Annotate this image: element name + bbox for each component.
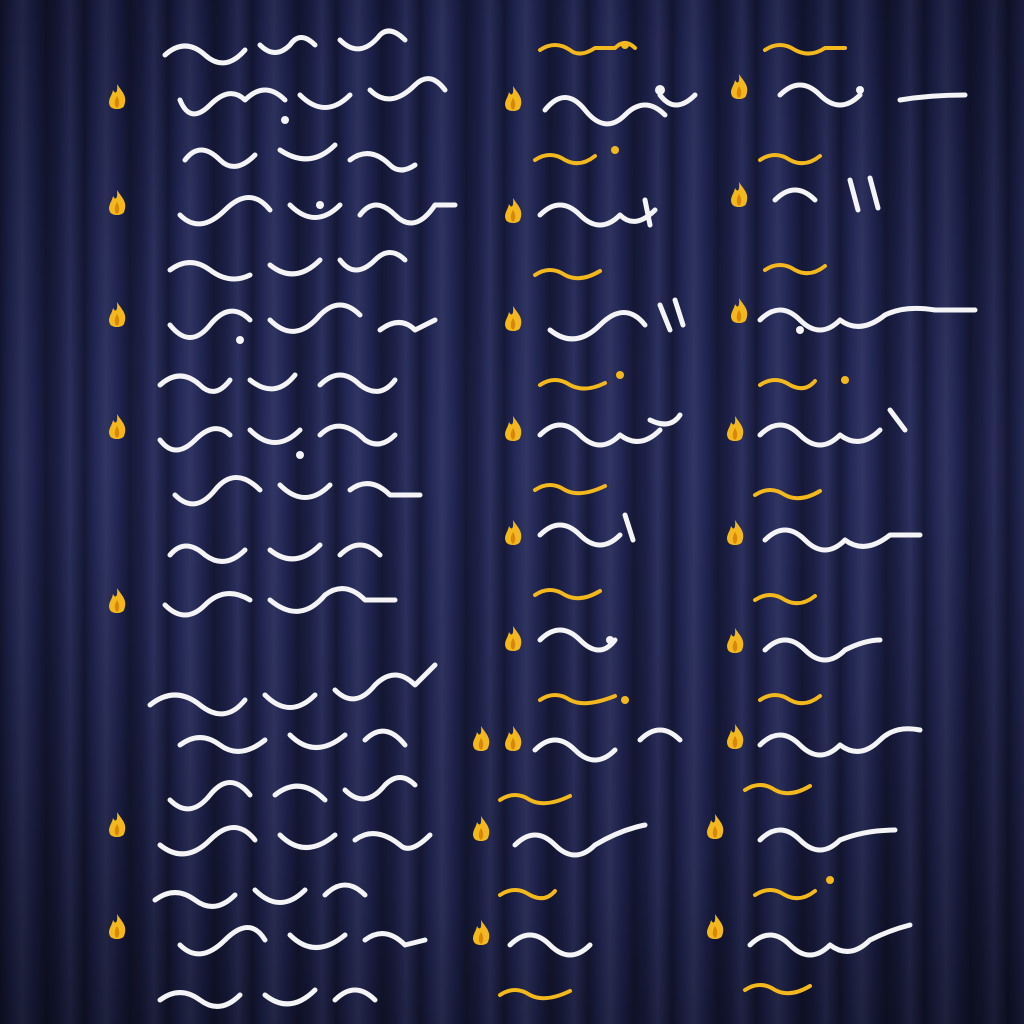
flame-icon: [722, 414, 748, 444]
diacritic-dots: [236, 41, 864, 884]
flame-icon: [500, 304, 526, 334]
flame-icon: [468, 814, 494, 844]
flame-icon: [500, 414, 526, 444]
flame-icon: [104, 412, 130, 442]
flame-icon: [500, 84, 526, 114]
flame-icon: [726, 180, 752, 210]
flame-icon: [104, 300, 130, 330]
flame-icon: [722, 518, 748, 548]
flame-icon: [726, 296, 752, 326]
flame-icon: [104, 912, 130, 942]
middle-column-script: [510, 95, 695, 955]
flame-icon: [702, 812, 728, 842]
flame-icon: [500, 196, 526, 226]
flame-icon: [702, 912, 728, 942]
flame-icon: [722, 722, 748, 752]
flame-icon: [468, 724, 494, 754]
flame-icon: [722, 626, 748, 656]
flame-icon: [500, 518, 526, 548]
flame-icon: [104, 586, 130, 616]
right-column-script: [750, 85, 975, 955]
right-column-headers: [745, 45, 845, 993]
flame-icon: [726, 72, 752, 102]
flame-icon: [500, 724, 526, 754]
flame-icon: [500, 624, 526, 654]
left-column-script: [150, 31, 455, 1006]
flame-icon: [104, 82, 130, 112]
flame-icon: [104, 810, 130, 840]
flame-icon: [104, 188, 130, 218]
flame-icon: [468, 918, 494, 948]
